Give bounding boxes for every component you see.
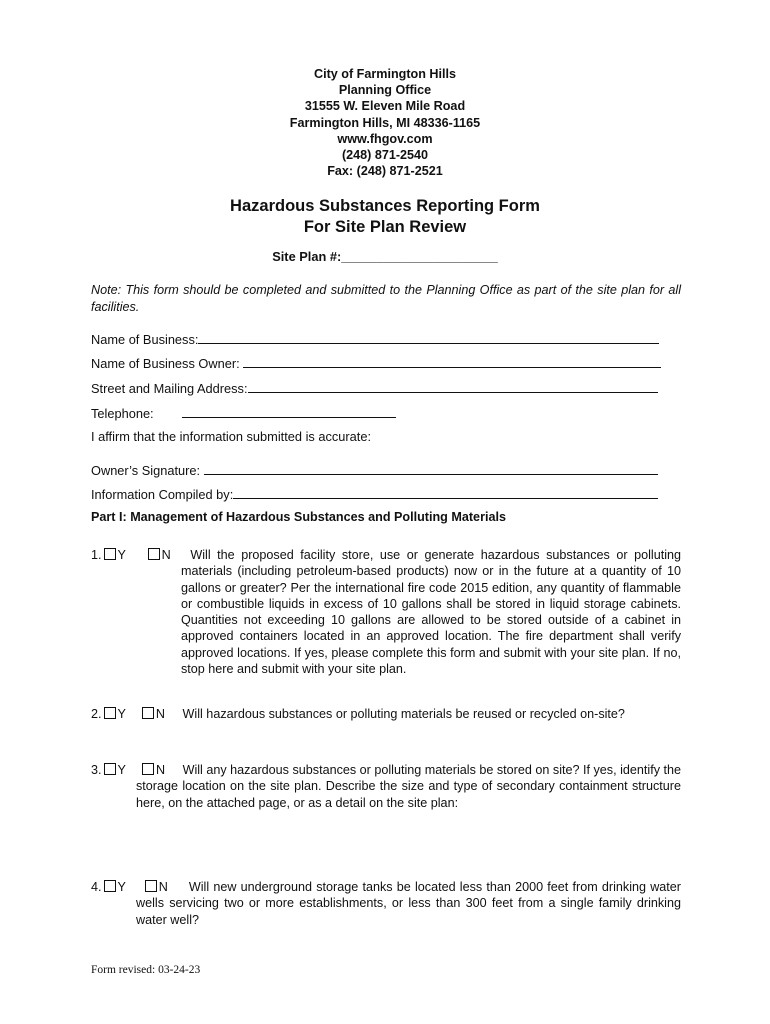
office-header [0, 66, 770, 179]
business-name-field [91, 331, 659, 347]
no-label: N [155, 763, 166, 777]
address-field [91, 380, 658, 396]
telephone-label: Telephone: [91, 406, 154, 421]
site-plan-number-field[interactable]: Site Plan #:______________________ [272, 249, 498, 264]
yes-checkbox[interactable] [104, 707, 116, 719]
no-checkbox[interactable] [145, 880, 157, 892]
compiled-by-label: Information Compiled by: [91, 487, 234, 502]
yes-label: Y [117, 880, 126, 894]
question-number: 1. [91, 548, 102, 562]
no-label: N [161, 548, 171, 562]
yes-checkbox[interactable] [104, 548, 116, 560]
question-4 [91, 879, 681, 928]
no-checkbox[interactable] [142, 763, 154, 775]
compiled-by-field [91, 486, 658, 502]
no-label: N [155, 707, 166, 721]
business-owner-label: Name of Business Owner: [91, 356, 244, 371]
question-number: 3. [91, 763, 102, 777]
form-title-line1: Hazardous Substances Reporting Form [230, 197, 540, 215]
question-text: Will the proposed facility store, use or generate hazardous substances or polluting materials (including petroleum-based products) now or in the future at a quantity of 10 gallons or greater? Per the international fire code 2015 edition, any quantity of flammable or combustible liquids in excess of 10 gallons shall be stored in liquid storage cabinets. Quantities not exceeding 10 gallons are allowed to be stored outside of a cabinet in approved containers located in an approved location. The fire department shall verify approved locations. If yes, please complete this form and submit with your site plan. If no, stop here and submit with your site plan. [181, 548, 682, 677]
city-name: City of Farmington Hills [313, 67, 457, 81]
form-note: Note: This form should be completed and submitted to the Planning Office as part of the site plan for all facilities. [91, 283, 681, 314]
signature-field [91, 462, 658, 478]
office-name: Planning Office [338, 83, 432, 98]
phone-number: (248) 871-2540 [341, 148, 429, 163]
question-number: 2. [91, 707, 102, 721]
form-title-line2: For Site Plan Review [303, 217, 467, 236]
signature-label: Owner’s Signature: [91, 463, 204, 478]
business-name-label: Name of Business: [91, 332, 199, 347]
telephone-line[interactable] [182, 405, 396, 418]
question-2 [91, 706, 681, 722]
signature-line[interactable] [204, 462, 658, 475]
question-1 [91, 547, 681, 677]
form-revision-date: Form revised: 03-24-23 [91, 964, 201, 976]
no-label: N [158, 880, 168, 894]
city-state-zip: Farmington Hills, MI 48336-1165 [289, 115, 481, 130]
part1-heading: Part I: Management of Hazardous Substances and Polluting Materials [91, 510, 506, 524]
business-name-line[interactable] [198, 331, 659, 344]
no-checkbox[interactable] [148, 548, 160, 560]
yes-label: Y [117, 763, 126, 777]
form-title [0, 196, 770, 237]
question-text: Will hazardous substances or polluting materials be reused or recycled on-site? [182, 707, 625, 721]
no-checkbox[interactable] [142, 707, 154, 719]
address-label: Street and Mailing Address: [91, 381, 248, 396]
question-text: Will new underground storage tanks be located less than 2000 feet from drinking water wells servicing two or more establishments, or less than 300 feet from a single family drinking water well? [136, 880, 681, 927]
question-text: Will any hazardous substances or polluting materials be stored on site? If yes, identify the storage location on the site plan. Describe the size and type of secondary containment structure here, on the attached page, or as a detail on the site plan: [136, 763, 682, 810]
compiled-by-line[interactable] [233, 486, 658, 499]
business-owner-field [91, 355, 661, 371]
affirm-statement: I affirm that the information submitted is accurate: [91, 429, 372, 444]
telephone-field [91, 405, 396, 421]
yes-checkbox[interactable] [104, 763, 116, 775]
fax-number: Fax: (248) 871-2521 [327, 164, 443, 179]
question-3 [91, 762, 681, 811]
website: www.fhgov.com [337, 131, 433, 146]
address-line[interactable] [248, 380, 658, 393]
yes-checkbox[interactable] [104, 880, 116, 892]
yes-label: Y [117, 548, 126, 562]
yes-label: Y [117, 707, 126, 721]
question-number: 4. [91, 880, 102, 894]
business-owner-line[interactable] [243, 355, 661, 368]
street-address: 31555 W. Eleven Mile Road [304, 99, 466, 114]
